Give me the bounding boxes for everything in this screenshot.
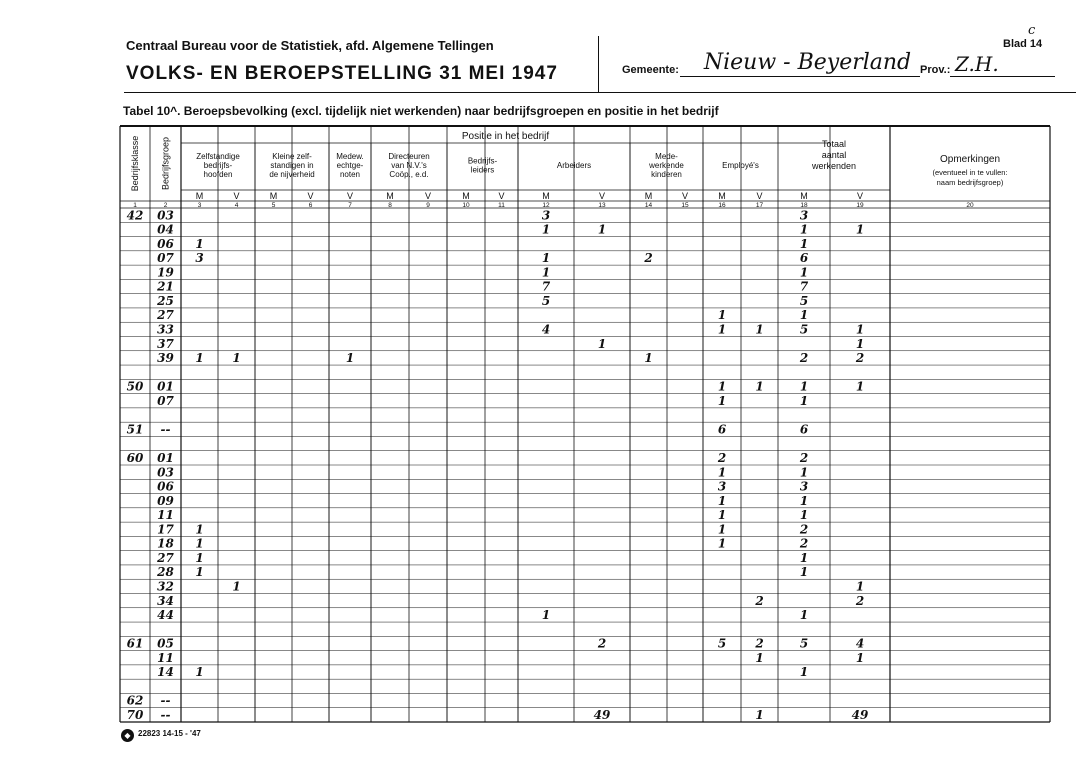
col-number: 2 [163, 202, 168, 209]
group-header-line: werkende [649, 161, 684, 170]
cell-value: 1 [799, 565, 809, 580]
cell-value: 2 [855, 593, 865, 608]
bedrijfsgroep-value: 07 [157, 393, 174, 408]
cell-value: 1 [799, 265, 809, 280]
cell-value: 1 [755, 379, 764, 394]
cell-value: 1 [232, 579, 241, 594]
cell-value: 1 [755, 650, 764, 665]
group-header-line: Directeuren [388, 152, 430, 161]
print-code: 22823 14-15 - '47 [138, 729, 201, 738]
col-number: 16 [718, 202, 726, 209]
cell-value: 4 [855, 636, 865, 651]
mv-label: M [386, 191, 394, 201]
opmerkingen-sub: naam bedrijfsgroep) [936, 178, 1004, 187]
cell-value: 6 [799, 251, 809, 266]
mv-label: M [718, 191, 726, 201]
cell-value: 1 [799, 493, 809, 508]
bedrijfsgroep-value: 01 [157, 379, 174, 394]
group-header-line: Employé's [722, 161, 759, 170]
mv-label: M [542, 191, 550, 201]
cell-value: 5 [541, 293, 551, 308]
cell-value: 1 [597, 222, 607, 237]
cell-value: 3 [541, 208, 551, 223]
bedrijfsgroep-value: 04 [157, 222, 174, 237]
bedrijfsgroep-value: 09 [157, 493, 174, 508]
col-number: 10 [462, 202, 470, 209]
cell-value: 2 [799, 536, 809, 551]
bedrijfsgroep-value: 05 [157, 636, 174, 651]
cell-value: 1 [195, 536, 204, 551]
cell-value: 7 [799, 279, 809, 294]
cell-value: 5 [799, 636, 809, 651]
group-header-line: leiders [470, 165, 495, 175]
bedrijfsklasse-value: 51 [126, 422, 144, 437]
cell-value: 1 [717, 322, 727, 337]
col-number: 6 [308, 202, 313, 209]
blad-mark: c [1028, 23, 1036, 38]
cell-value: 1 [541, 251, 551, 266]
print-mark-icon: ◆ [121, 729, 134, 742]
bedrijfsklasse-header: Bedrijfsklasse [130, 135, 140, 192]
totaal-header-line: Totaal [821, 139, 847, 149]
cell-value: 2 [855, 351, 865, 366]
cell-value: 49 [593, 708, 611, 722]
cell-value: 1 [541, 608, 551, 623]
bedrijfsgroep-value: -- [160, 693, 171, 708]
prov-handwritten-value: Z.H. [955, 52, 999, 76]
cell-value: 2 [597, 636, 607, 651]
cell-value: 2 [799, 351, 809, 366]
bedrijfsgroep-value: 14 [157, 665, 174, 680]
cell-value: 1 [799, 222, 809, 237]
form-title: VOLKS- EN BEROEPSTELLING 31 MEI 1947 [126, 63, 558, 84]
col-number: 17 [755, 202, 764, 209]
cell-value: 6 [717, 422, 727, 437]
mv-label: V [424, 191, 432, 201]
bedrijfsgroep-value: 27 [157, 308, 174, 323]
bedrijfsklasse-value: 60 [126, 451, 144, 465]
bedrijfsgroep-value: 11 [157, 650, 174, 665]
group-header-line: van N.V.'s [391, 161, 427, 170]
bedrijfsgroep-value: 06 [157, 236, 174, 251]
bedrijfsklasse-value: 61 [126, 636, 144, 651]
cell-value: 2 [717, 451, 727, 465]
cell-value: 1 [855, 222, 865, 237]
group-header-line: Arbeiders [556, 161, 592, 170]
bedrijfsklasse-value: 42 [126, 208, 144, 223]
cell-value: 1 [799, 508, 809, 523]
mv-label: M [462, 191, 470, 201]
cell-value: 5 [717, 636, 727, 651]
cell-value: 1 [855, 650, 865, 665]
cell-value: 1 [799, 608, 809, 623]
col-number: 7 [348, 202, 352, 209]
cell-value: 1 [799, 236, 809, 251]
col-number: 18 [800, 202, 808, 209]
cell-value: 1 [195, 236, 204, 251]
positie-header: Positie in het bedrijf [461, 131, 550, 142]
group-header-line: noten [339, 170, 361, 179]
mv-label: V [681, 191, 689, 201]
cell-value: 1 [717, 393, 727, 408]
cell-value: 1 [755, 708, 764, 722]
group-header-line: kinderen [651, 170, 682, 179]
cell-value: 1 [541, 265, 551, 280]
bedrijfsgroep-value: 06 [157, 479, 174, 494]
mv-label: V [233, 191, 240, 201]
group-header-line: Medew. [336, 152, 364, 161]
cell-value: 1 [855, 336, 865, 351]
cell-value: 2 [755, 593, 764, 608]
bedrijfsklasse-value: 70 [126, 708, 144, 722]
cell-value: 1 [644, 351, 653, 366]
cell-value: 1 [717, 379, 727, 394]
col-number: 20 [966, 202, 974, 209]
cell-value: 3 [799, 479, 809, 494]
cell-value: 1 [855, 379, 865, 394]
cell-value: 1 [855, 579, 865, 594]
opmerkingen-sub: (eventueel in te vullen: [932, 168, 1008, 177]
cell-value: 4 [541, 322, 551, 337]
prov-label: Prov.: [920, 64, 951, 76]
cell-value: 1 [799, 393, 809, 408]
bedrijfsgroep-value: 39 [157, 351, 174, 366]
cell-value: 3 [195, 251, 204, 266]
cell-value: 3 [717, 479, 727, 494]
bedrijfsklasse-value: 50 [126, 379, 144, 394]
cell-value: 1 [717, 308, 727, 323]
group-header-line: Bedrijfs- [467, 156, 498, 166]
mv-label: M [195, 191, 204, 201]
cell-value: 1 [541, 222, 551, 237]
mv-label: M [800, 191, 808, 201]
cell-value: 1 [345, 351, 355, 366]
group-header-line: Zelfstandige [196, 152, 240, 161]
cell-value: 1 [717, 508, 727, 523]
bedrijfsgroep-value: 21 [157, 279, 174, 294]
bedrijfsgroep-value: 33 [157, 322, 174, 337]
col-number: 3 [197, 202, 202, 209]
sheet-number: Blad 14 [1003, 38, 1043, 50]
bedrijfsgroep-value: 34 [157, 593, 174, 608]
bedrijfsgroep-value: 44 [157, 608, 174, 623]
cell-value: 1 [855, 322, 865, 337]
mv-label: V [307, 191, 314, 201]
mv-label: V [346, 191, 354, 201]
cell-value: 5 [799, 293, 809, 308]
col-number: 4 [234, 202, 239, 209]
bedrijfsgroep-value: -- [160, 708, 171, 722]
col-number: 14 [644, 202, 653, 209]
col-number: 8 [388, 202, 392, 209]
cell-value: 1 [755, 322, 764, 337]
cell-value: 1 [717, 493, 727, 508]
col-number: 11 [498, 202, 505, 209]
bedrijfsgroep-value: 19 [157, 265, 174, 280]
group-header-line: de nijverheid [269, 170, 315, 179]
cell-value: 2 [799, 451, 809, 465]
group-header-line: hoofden [203, 170, 233, 179]
cell-value: 3 [799, 208, 809, 223]
mv-label: M [269, 191, 278, 201]
cell-value: 1 [799, 308, 809, 323]
bedrijfsgroep-value: -- [160, 422, 171, 437]
bedrijfsgroep-value: 25 [157, 293, 174, 308]
cell-value: 1 [232, 351, 241, 366]
cell-value: 1 [799, 379, 809, 394]
cell-value: 1 [195, 565, 204, 580]
cell-value: 1 [597, 336, 607, 351]
totaal-header-line: werkenden [811, 161, 857, 171]
cell-value: 1 [717, 465, 727, 480]
bedrijfsgroep-value: 18 [157, 536, 174, 551]
cell-value: 49 [851, 708, 869, 722]
cell-value: 7 [541, 279, 551, 294]
col-number: 5 [271, 202, 276, 209]
gemeente-handwritten-value: Nieuw - Beyerland [703, 50, 912, 75]
bedrijfsgroep-value: 28 [157, 565, 174, 580]
bedrijfsgroep-header: Bedrijfsgroep [160, 136, 171, 191]
cell-value: 2 [644, 251, 653, 266]
col-number: 12 [542, 202, 550, 209]
col-number: 19 [856, 202, 864, 209]
mv-label: V [498, 191, 505, 201]
cell-value: 1 [799, 465, 809, 480]
bedrijfsgroep-value: 27 [157, 550, 174, 565]
group-header-line: bedrijfs- [203, 161, 233, 170]
table-title: Tabel 10^. Beroepsbevolking (excl. tijdelijk niet werkenden) naar bedrijfsgroepen en positie in het bedrijf [123, 104, 719, 118]
mv-label: V [756, 191, 763, 201]
cell-value: 1 [717, 536, 727, 551]
bedrijfsgroep-value: 17 [157, 522, 174, 537]
cell-value: 1 [195, 351, 204, 366]
cell-value: 1 [799, 665, 809, 680]
totaal-header-line: aantal [821, 150, 847, 160]
group-header-line: Kleine zelf- [272, 152, 312, 161]
mv-label: M [644, 191, 653, 201]
gemeente-label: Gemeente: [622, 64, 679, 76]
bedrijfsklasse-value: 62 [126, 693, 144, 708]
cell-value: 2 [755, 636, 764, 651]
cell-value: 1 [195, 522, 204, 537]
cell-value: 1 [195, 550, 204, 565]
bureau-name: Centraal Bureau voor de Statistiek, afd. Algemene Tellingen [126, 38, 494, 53]
group-header-line: Coöp., e.d. [389, 170, 429, 179]
opmerkingen-header: Opmerkingen [939, 154, 1001, 165]
group-header-line: Mede- [655, 152, 678, 161]
bedrijfsgroep-value: 32 [157, 579, 174, 594]
col-number: 15 [681, 202, 689, 209]
cell-value: 1 [717, 522, 727, 537]
bedrijfsgroep-value: 03 [157, 208, 174, 223]
bedrijfsgroep-value: 07 [157, 251, 174, 266]
bedrijfsgroep-value: 03 [157, 465, 174, 480]
col-number: 1 [133, 202, 137, 209]
cell-value: 1 [799, 550, 809, 565]
bedrijfsgroep-value: 11 [157, 508, 174, 523]
cell-value: 5 [799, 322, 809, 337]
mv-label: V [598, 191, 606, 201]
group-header-line: standigen in [270, 161, 314, 170]
cell-value: 6 [799, 422, 809, 437]
cell-value: 2 [799, 522, 809, 537]
bedrijfsgroep-value: 37 [157, 336, 174, 351]
col-number: 9 [426, 202, 430, 209]
mv-label: V [856, 191, 864, 201]
group-header-line: echtge- [336, 161, 364, 170]
bedrijfsgroep-value: 01 [157, 451, 174, 465]
cell-value: 1 [195, 665, 204, 680]
col-number: 13 [598, 202, 606, 209]
